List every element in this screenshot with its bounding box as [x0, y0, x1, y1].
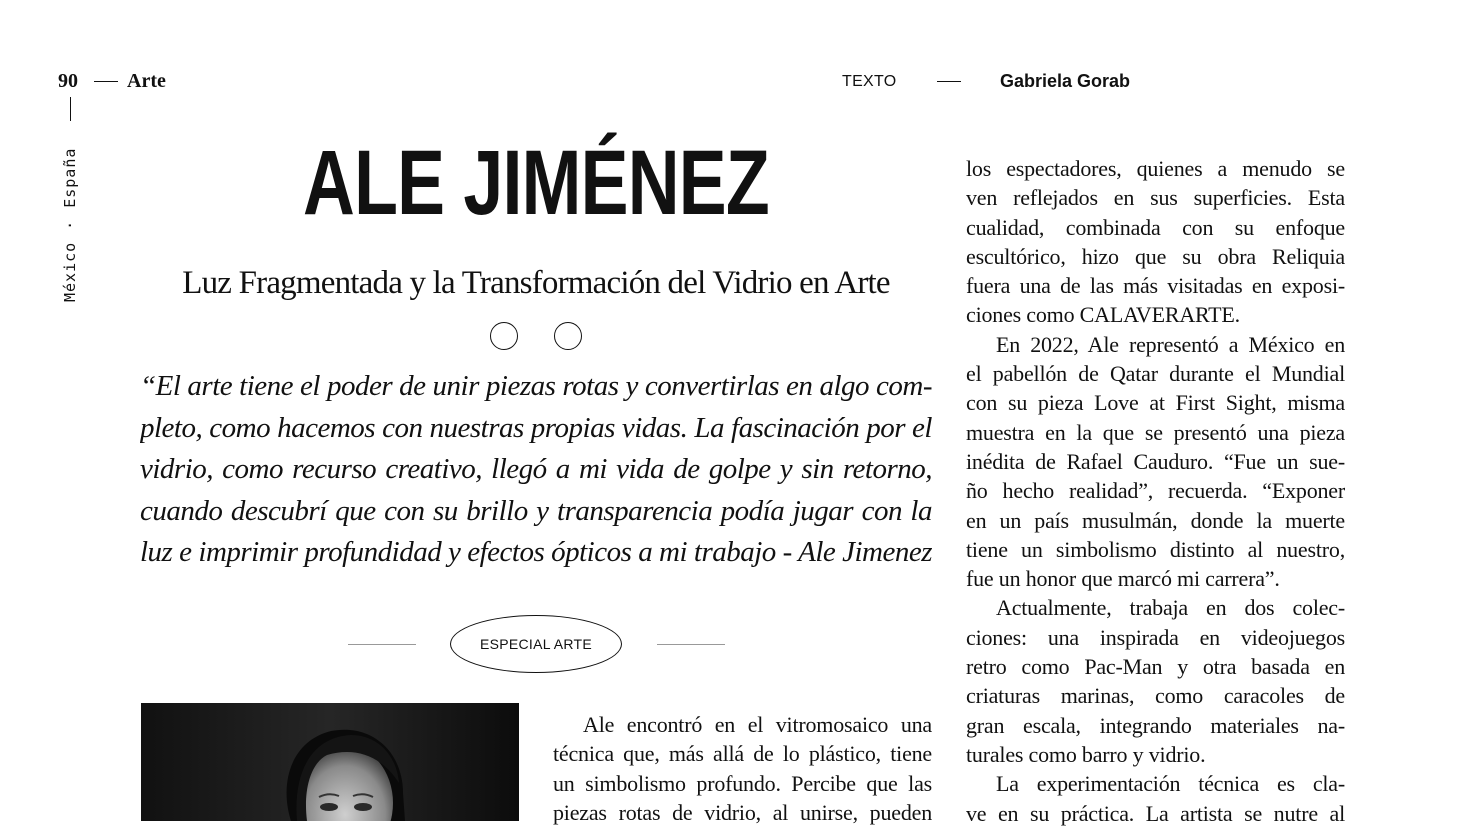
- body-line: ño hecho realidad”, recuerda. “Exponer: [966, 478, 1345, 504]
- header-divider: [94, 81, 118, 82]
- body-line: Ale encontró en el vitromosaico una: [583, 712, 932, 737]
- side-label-rule: [70, 97, 71, 121]
- body-line: piezas rotas de vidrio, al unirse, pueden: [553, 799, 932, 825]
- pull-quote-line: pleto, como hacemos con nuestras propias vidas. La fascinación por el: [140, 411, 932, 444]
- circle-ornament: [554, 322, 582, 350]
- body-line: un simbolismo profundo. Percibe que las: [553, 770, 932, 796]
- pull-quote-line: luz e imprimir profundidad y efectos ópticos a mi trabajo - Ale Jimenez: [140, 536, 932, 568]
- body-column-middle: [553, 710, 932, 827]
- body-line: criaturas marinas, como caracoles de: [966, 683, 1345, 709]
- body-line: inédita de Rafael Cauduro. “Fue un sue-: [966, 448, 1345, 474]
- side-label-country-b: España: [61, 147, 79, 208]
- side-label-separator: ·: [61, 219, 79, 230]
- pull-quote-line: vidrio, como recurso creativo, llegó a mi vida de golpe y sin retorno,: [140, 453, 932, 485]
- body-line: ciones: una inspirada en videojuegos: [966, 624, 1345, 650]
- article-subtitle: Luz Fragmentada y la Transformación del Vidrio en Arte: [182, 265, 890, 301]
- body-line: cualidad, combinada con su enfoque: [966, 214, 1345, 240]
- body-line: técnica que, más allá de lo plástico, tiene: [553, 741, 932, 767]
- circle-ornament: [490, 322, 518, 350]
- portrait-image: [141, 703, 519, 821]
- body-line: fue un honor que marcó mi carrera”.: [966, 566, 1280, 592]
- body-line: con su pieza Love at First Sight, misma: [966, 390, 1345, 416]
- portrait-photo: [141, 703, 519, 821]
- page-number: 90: [58, 70, 78, 92]
- body-line: ve en su práctica. La artista se nutre al: [966, 800, 1345, 826]
- side-label-country-a: México: [61, 241, 79, 302]
- body-line: retro como Pac-Man y otra basada en: [966, 654, 1345, 680]
- section-badge: ESPECIAL ARTE: [450, 615, 622, 673]
- body-column-right: [966, 154, 1345, 828]
- body-line: gran escala, integrando materiales na-: [966, 712, 1345, 738]
- body-line: en un país musulmán, donde la muerte: [966, 507, 1345, 533]
- body-line: ciones como CALAVERARTE.: [966, 302, 1240, 328]
- section-name: Arte: [127, 70, 166, 92]
- body-line: los espectadores, quienes a menudo se: [966, 156, 1345, 181]
- body-line: En 2022, Ale representó a México en: [996, 331, 1345, 357]
- byline-divider: [937, 81, 961, 82]
- pull-quote-line: “El arte tiene el poder de unir piezas rotas y convertirlas en algo com-: [140, 370, 932, 402]
- body-line: fuera una de las más visitadas en exposi-: [966, 273, 1345, 299]
- body-line: el pabellón de Qatar durante el Mundial: [966, 361, 1345, 387]
- body-line: La experimentación técnica es cla-: [996, 771, 1345, 797]
- badge-rule-left: [348, 644, 416, 645]
- badge-rule-right: [657, 644, 725, 645]
- body-line: ven reflejados en sus superficies. Esta: [966, 185, 1345, 211]
- body-line: turales como barro y vidrio.: [966, 741, 1206, 767]
- body-line: muestra en la que se presentó una pieza: [966, 419, 1345, 445]
- pull-quote: [140, 366, 932, 574]
- article-title: ALE JIMÉNEZ: [303, 132, 769, 234]
- side-label: [48, 122, 92, 302]
- byline-author: Gabriela Gorab: [1000, 71, 1131, 91]
- byline-label: TEXTO: [842, 73, 897, 90]
- body-line: tiene un simbolismo distinto al nuestro,: [966, 536, 1345, 562]
- pull-quote-line: cuando descubrí que con su brillo y transparencia podía jugar con la: [140, 494, 932, 527]
- body-line: escultórico, hizo que su obra Reliquia: [966, 243, 1345, 269]
- body-line: Actualmente, trabaja en dos colec-: [996, 595, 1345, 621]
